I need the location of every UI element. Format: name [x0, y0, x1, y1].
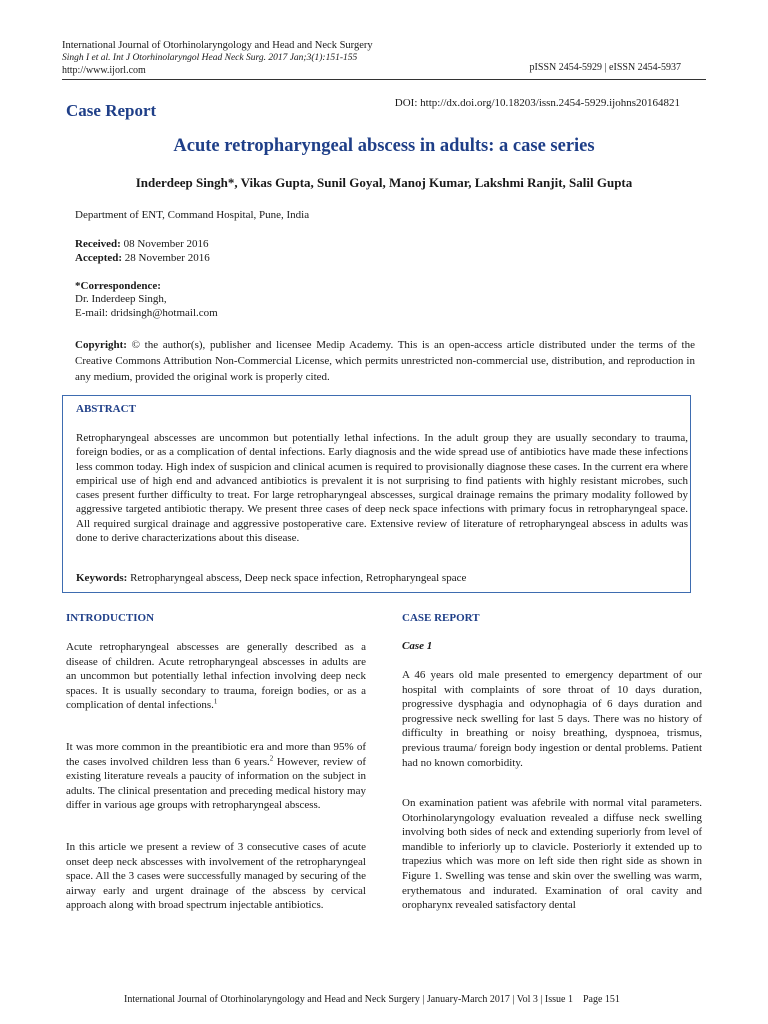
reference-1[interactable]: 1 — [213, 697, 218, 706]
affiliation: Department of ENT, Command Hospital, Pune, India — [75, 209, 310, 221]
keywords — [76, 572, 466, 584]
copyright-label: Copyright: — [75, 339, 127, 351]
accepted-date — [75, 252, 210, 264]
case-1-label: Case 1 — [402, 640, 433, 652]
page-footer: International Journal of Otorhinolaryngology and Head and Neck Surgery | January-March 2017 | Vol 3 | Issue 1 Page 151 — [124, 994, 620, 1005]
article-type: Case Report — [66, 101, 157, 120]
received-date — [75, 238, 209, 250]
case-report-paragraph-1: A 46 years old male presented to emergency department of our hospital with complaints of sore throat of 10 days duration, progressive dysphagia and odynophagia of 6 days duration and progressive neck swelling for last 5 days. There was no history of difficulty in breathing or noisy breathing, dyspnoea, trismus, previous trauma/ foreign body ingestion or dental problems. Patient had no known comorbidity. — [402, 669, 702, 769]
copyright-notice — [75, 337, 695, 385]
reference-2[interactable]: 2 — [269, 753, 274, 762]
correspondence-email[interactable]: E-mail: dridsingh@hotmail.com — [75, 307, 218, 319]
header-divider — [62, 79, 706, 80]
author-list: Inderdeep Singh*, Vikas Gupta, Sunil Goyal, Manoj Kumar, Lakshmi Ranjit, Salil Gupta — [135, 175, 633, 190]
accepted-label: Accepted: — [75, 252, 123, 264]
received-label: Received: — [75, 238, 121, 250]
abstract-heading: ABSTRACT — [76, 403, 136, 415]
issn: pISSN 2454-5929 | eISSN 2454-5937 — [529, 62, 681, 73]
case-report-heading: CASE REPORT — [402, 612, 480, 624]
correspondence-name: Dr. Inderdeep Singh, — [75, 293, 167, 305]
introduction-p2-text-a: It was more common in the preantibiotic era and more than 95% of the cases involved children less than 6 years. — [66, 741, 366, 768]
case-report-paragraph-2: On examination patient was afebrile with normal vital parameters. Otorhinolaryngology evaluation revealed a diffuse neck swelling involving both sides of neck and extending superiorly from level of mandible to inferiorly up to clavicle. Posteriorly it extended up to trapezius which was more on left side then right side as shown in Figure 1. Swelling was tense and skin over the swelling was warm, erythematous and indurated. Examination of oral cavity and oropharynx revealed satisfactory dental — [402, 797, 702, 912]
introduction-heading: INTRODUCTION — [66, 612, 155, 624]
article-title: Acute retropharyngeal abscess in adults: a case series — [173, 136, 595, 156]
accepted-value: 28 November 2016 — [124, 252, 210, 264]
keywords-value: Retropharyngeal abscess, Deep neck space infection, Retropharyngeal space — [130, 572, 467, 584]
doi-link[interactable]: DOI: http://dx.doi.org/10.18203/issn.2454-5929.ijohns20164821 — [394, 97, 680, 109]
abstract-text: Retropharyngeal abscesses are uncommon but potentially lethal infections. In the adult group they are usually secondary to trauma, foreign bodies, or as a complication of dental infections. Early diagnosis and the wide spread use of antibiotics have made these infections less common today. High index of suspicion and clinical acumen is required to provisionally diagnose these cases. In the current era where empirical use of high end and advanced antibiotics is prevalent it is not surprising to find patients with highly resistant microbes, such cases present further difficulty to treat. For large retropharyngeal abscesses, surgical drainage remains the primary modality followed by aggressive targeted antibiotic therapy. We present three cases of deep neck space infections with primary focus in retropharyngeal space. All required surgical drainage and aggressive postoperative care. Extensive review of literature of retropharyngeal abscess in adults was done to derive characterizations about this disease. — [76, 432, 688, 545]
introduction-p1-text: Acute retropharyngeal abscesses are generally described as a disease of children. Acute retropharyngeal abscesses in adults are an uncommon but potentially lethal infection involving deep neck spaces. It is usually secondary to trauma, foreign bodies, or as a complication of dental infections. — [66, 641, 366, 712]
copyright-text: © the author(s), publisher and licensee Medip Academy. This is an open-access article distributed under the terms of the Creative Commons Attribution Non-Commercial License, which permits unrestricted non-commercial use, distribution, and reproduction in any medium, provided the original work is properly cited. — [75, 339, 696, 383]
received-value: 08 November 2016 — [123, 238, 209, 250]
introduction-paragraph-1 — [66, 640, 366, 713]
introduction-paragraph-2 — [66, 740, 366, 813]
keywords-label: Keywords: — [76, 572, 128, 584]
correspondence-label: *Correspondence: — [75, 280, 161, 292]
introduction-paragraph-3: In this article we present a review of 3 consecutive cases of acute onset deep neck abscesses with involvement of the retropharyngeal space. All the 3 cases were successfully managed by securing of the airway early and urgent drainage of the abscess by cervical approach along with broad spectrum injectable antibiotics. — [66, 841, 366, 912]
introduction-p2-text-b: However, review of existing literature reveals a paucity of information on the subject in adults. The clinical presentation and preceding medical history may differ in various age groups with retropharyngeal abscess. — [66, 755, 366, 812]
citation: Singh I et al. Int J Otorhinolaryngol Head Neck Surg. 2017 Jan;3(1):151-155 — [62, 53, 358, 63]
journal-name: International Journal of Otorhinolaryngology and Head and Neck Surgery — [62, 40, 373, 51]
journal-url[interactable]: http://www.ijorl.com — [62, 65, 146, 76]
